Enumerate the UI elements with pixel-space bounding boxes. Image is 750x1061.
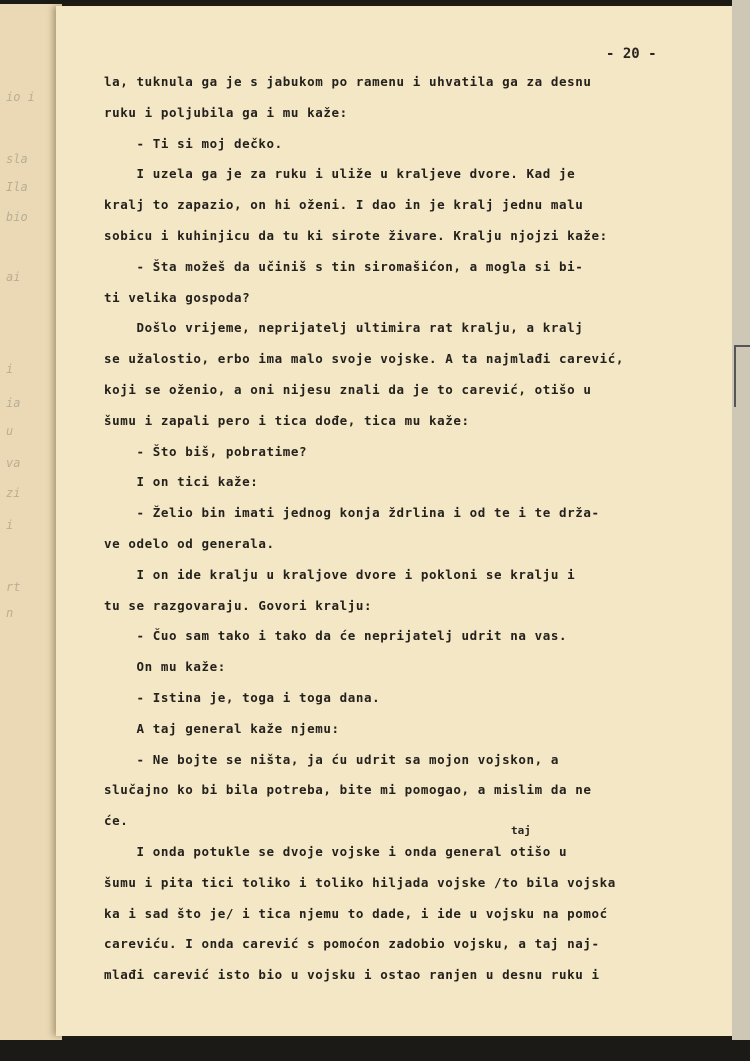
text-line: će. (104, 813, 129, 829)
text-line: - Ne bojte se ništa, ja ću udrit sa mojon vojskon, a (104, 751, 560, 767)
margin-mark: sla (6, 152, 28, 166)
text-line: A taj general kaže njemu: (104, 720, 340, 736)
binding-notch (734, 345, 750, 407)
scanner-edge (732, 0, 750, 1061)
margin-mark: ai (6, 270, 21, 284)
margin-mark: va (6, 456, 21, 470)
text-line: ve odelo od generala. (104, 536, 275, 551)
text-line: sobicu i kuhinjicu da tu ki sirote živare. Kralju njojzi kaže: (104, 228, 608, 243)
margin-mark: bio (6, 210, 28, 224)
text-line: slučajno ko bi bila potreba, bite mi pomogao, a mislim da ne (104, 782, 592, 798)
margin-mark: io i (6, 90, 35, 104)
text-line: - Što biš, pobratime? (104, 443, 308, 459)
text-line: se užalostio, erbo ima malo svoje vojske. A ta najmlađi carević, (104, 351, 625, 367)
text-line: I on tici kaže: (104, 474, 259, 490)
text-line: kralj to zapazio, on hi oženi. I dao in je kralj jednu malu (104, 197, 584, 213)
interlinear-insert: taj (511, 824, 531, 837)
document-page (56, 6, 732, 1036)
text-line: ti velika gospoda? (104, 289, 251, 305)
margin-mark: i (6, 518, 14, 532)
scan-border (0, 1040, 750, 1061)
text-line: I on ide kralju u kraljove dvore i pokloni se kralju i (104, 566, 576, 582)
margin-mark: zi (6, 486, 21, 500)
margin-mark: rt (6, 580, 21, 594)
margin-mark: ia (6, 396, 21, 410)
text-line: On mu kaže: (104, 659, 226, 675)
text-line: tu se razgovaraju. Govori kralju: (104, 597, 373, 613)
text-line: - Želio bin imati jednog konja ždrlina i od te i te drža- (104, 505, 600, 521)
previous-page-edge (0, 4, 62, 1044)
text-line: šumu i zapali pero i tica dođe, tica mu kaže: (104, 412, 470, 428)
text-line: - Ti si moj dečko. (104, 135, 283, 151)
margin-mark: Ila (6, 180, 28, 194)
text-line: šumu i pita tici toliko i toliko hiljada vojske /to bila vojska (104, 874, 616, 890)
text-line: - Čuo sam tako i tako da će neprijatelj udrit na vas. (104, 628, 568, 644)
text-line: Došlo vrijeme, neprijatelj ultimira rat kralju, a kralj (104, 320, 584, 336)
margin-mark: n (6, 606, 14, 620)
text-line: ruku i poljubila ga i mu kaže: (104, 104, 348, 120)
text-line: - Šta možeš da učiniš s tin siromašićon, a mogla si bi- (104, 258, 584, 274)
text-line: la, tuknula ga je s jabukom po ramenu i uhvatila ga za desnu (104, 74, 592, 89)
text-line: I uzela ga je za ruku i uliže u kraljeve dvore. Kad je (104, 166, 576, 182)
text-line: ka i sad što je/ i tica njemu to dade, i ide u vojsku na pomoć (104, 905, 608, 921)
margin-mark: u (6, 424, 14, 438)
page-number: - 20 - (606, 46, 657, 62)
text-line: - Istina je, toga i toga dana. (104, 690, 381, 705)
text-line: careviću. I onda carević s pomoćon zadobio vojsku, a taj naj- (104, 936, 600, 952)
margin-mark: i (6, 362, 14, 376)
text-line: I onda potukle se dvoje vojske i onda general otišo u (104, 844, 568, 859)
text-line: mlađi carević isto bio u vojsku i ostao ranjen u desnu ruku i (104, 967, 600, 983)
text-line: koji se oženio, a oni nijesu znali da je to carević, otišo u (104, 382, 592, 397)
